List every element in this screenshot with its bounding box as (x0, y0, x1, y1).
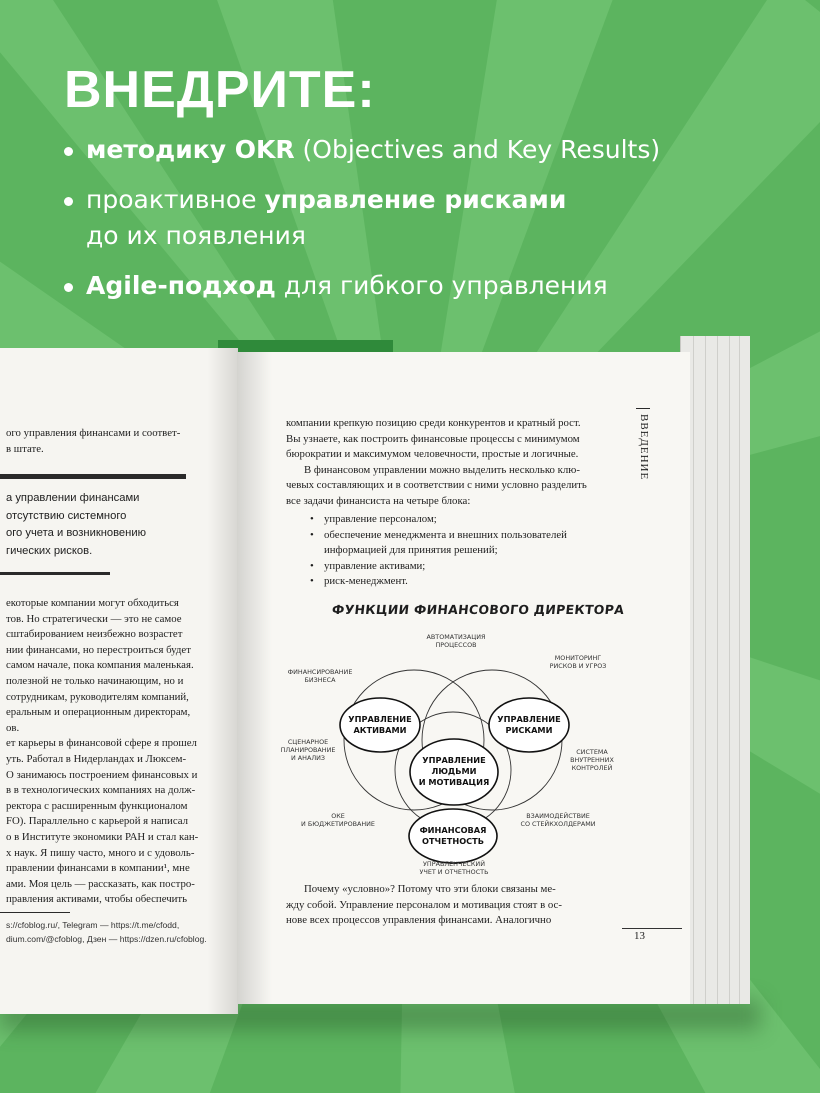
footnote-line: dium.com/@cfoblog, Дзен — https://dzen.ru/cfoblog. (6, 934, 207, 944)
circle-label-reporting-2: ОТЧЕТНОСТЬ (422, 836, 484, 846)
bullet-risk-line2: до их появления (86, 221, 306, 250)
left-page-callout (6, 490, 146, 560)
text-line: О занимаюсь построением финансовых и (6, 768, 198, 781)
text-line: ами. Моя цель — рассказать, как постро- (6, 877, 195, 890)
outer-label-okr-2: И БЮДЖЕТИРОВАНИЕ (301, 820, 375, 828)
outer-label-scenario-2: ПЛАНИРОВАНИЕ (280, 746, 336, 754)
callout-bottom-rule (0, 572, 110, 575)
outer-label-management-accounting: УПРАВЛЕНЧЕСКИЙ (423, 860, 485, 868)
outer-label-stakeholders-2: СО СТЕЙКХОЛДЕРАМИ (520, 820, 596, 828)
text-line: сштабированием неизбежно возрастет (6, 628, 183, 641)
right-page-list (310, 512, 567, 590)
callout-line: а управлении финансами (6, 492, 140, 504)
text-line: екоторые компании могут обходиться (6, 597, 179, 609)
outer-label-controls-3: КОНТРОЛЕЙ (571, 764, 613, 772)
right-page-outro (286, 882, 616, 929)
outer-label-controls-2: ВНУТРЕННИХ (570, 756, 614, 764)
outer-label-stakeholders: ВЗАИМОДЕЙСТВИЕ (526, 812, 590, 820)
text-line: полезной не только начинающим, но и (6, 674, 184, 687)
left-page-body (6, 596, 198, 908)
circle-label-assets: УПРАВЛЕНИЕ (348, 714, 412, 724)
text-line: чевых составляющих и в соответствии с ними условно разделить (286, 479, 587, 492)
text-line: правлении финансами в компании¹, мне (6, 862, 190, 875)
circle-label-people: УПРАВЛЕНИЕ (422, 755, 486, 765)
text-line: ет карьеры в финансовой сфере я прошел (6, 737, 197, 750)
callout-top-rule (0, 474, 186, 479)
outer-label-okr: ОКЕ (331, 812, 345, 820)
circle-label-reporting: ФИНАНСОВАЯ (419, 825, 487, 835)
text-line: бюрократии и максимумом человечности, простые и логичные. (286, 448, 579, 461)
text-line: В финансовом управлении можно выделить несколько клю- (304, 463, 580, 476)
text-line: тов. Но стратегически — это не самое (6, 612, 182, 625)
text-line: сотрудникам, руководителям компаний, (6, 690, 189, 703)
left-page-top-text (6, 426, 180, 457)
text-line: FO). Параллельно с карьерой я написал (6, 815, 189, 828)
outer-label-financing: ФИНАНСИРОВАНИЕ (287, 668, 353, 676)
text-line: жду собой. Управление персоналом и мотивация стоят в ос- (286, 898, 562, 911)
text-line: в в технологических компаниях на долж- (6, 784, 196, 797)
list-item: • управление активами; (310, 559, 567, 575)
section-title-rule (636, 408, 650, 409)
text-line: о в Институте экономики РАН и стал кан- (6, 830, 199, 843)
text-line: ов. (6, 721, 20, 734)
text-line: ого управления финансами и соответ- (6, 427, 181, 439)
circle-label-people-3: И МОТИВАЦИЯ (418, 777, 490, 787)
outer-label-management-accounting-2: УЧЕТ И ОТЧЕТНОСТЬ (419, 868, 489, 876)
headline: ВНЕДРИТЕ: (64, 61, 376, 119)
text-line: Почему «условно»? Потому что эти блоки связаны ме- (304, 883, 556, 895)
circle-label-assets-2: АКТИВАМИ (353, 725, 407, 735)
bullet-okr (62, 132, 802, 168)
text-line: все задачи финансиста на четыре блока: (286, 494, 471, 507)
venn-diagram (280, 632, 616, 876)
text-line: уть. Работал в Нидерландах и Люксем- (6, 752, 187, 765)
outer-label-financing-2: БИЗНЕСА (304, 676, 336, 684)
callout-line: ого учета и возникновению (6, 527, 146, 539)
bullet-risk-management (62, 182, 802, 254)
bullet-risk-bold: управление рисками (264, 185, 567, 214)
page-number-rule (622, 928, 682, 929)
text-line: в штате. (6, 442, 44, 455)
footnote-line: s://cfoblog.ru/, Telegram — https://t.me/cfodd, (6, 920, 180, 930)
page-number: 13 (634, 930, 645, 942)
bullet-agile (62, 268, 802, 304)
bullet-okr-rest: (Objectives and Key Results) (294, 135, 661, 164)
outer-label-monitoring: МОНИТОРИНГ (554, 654, 602, 662)
section-title-vertical: ВВЕДЕНИЕ (638, 414, 650, 481)
text-line: Вы узнаете, как построить финансовые процессы с минимумом (286, 432, 580, 445)
outer-label-automation: АВТОМАТИЗАЦИЯ (426, 633, 486, 641)
circle-label-risks-2: РИСКАМИ (505, 725, 553, 735)
list-item-continuation: информацией для принятия решений; (324, 544, 498, 557)
bullet-agile-rest: для гибкого управления (275, 271, 608, 300)
bullet-agile-bold: Agile-подход (86, 271, 276, 300)
text-line: х наук. Я пишу часто, много и с удоволь- (6, 846, 195, 859)
diagram-title: ФУНКЦИИ ФИНАНСОВОГО ДИРЕКТОРА (331, 602, 625, 617)
text-line: нии финансами, но перестроиться будет (6, 643, 191, 656)
outer-label-monitoring-2: РИСКОВ И УГРОЗ (549, 662, 607, 670)
circle-label-risks: УПРАВЛЕНИЕ (497, 714, 561, 724)
text-line: правления активами, чтобы обеспечить (6, 893, 188, 906)
book-right-page (238, 352, 690, 1004)
outer-label-scenario: СЦЕНАРНОЕ (287, 738, 329, 746)
text-line: самом начале, пока компания маленькая. (6, 659, 194, 672)
bullet-okr-bold: методику OKR (86, 135, 295, 164)
callout-line: гических рисков. (6, 544, 93, 557)
text-line: ректора с расширенным функционалом (6, 799, 188, 812)
bullet-risk-pre: проактивное (86, 185, 265, 214)
list-item: • управление персоналом; (310, 512, 567, 528)
text-line: нове всех процессов управления финансами. Аналогично (286, 914, 552, 927)
text-line: еральным и операционным директорам, (6, 706, 191, 719)
feature-bullet-list (62, 132, 802, 318)
callout-line: отсутствию системного (6, 509, 127, 522)
text-line: компании крепкую позицию среди конкурентов и кратный рост. (286, 417, 581, 429)
circle-label-people-2: ЛЮДЬМИ (431, 766, 477, 776)
right-page-intro (286, 416, 616, 510)
footnote-rule (0, 912, 70, 913)
book-left-page (0, 348, 238, 1014)
outer-label-automation-2: ПРОЦЕССОВ (435, 641, 477, 649)
list-item: • риск-менеджмент. (310, 574, 567, 590)
outer-label-controls: СИСТЕМА (576, 748, 608, 756)
book-page-stack (680, 336, 750, 1004)
outer-label-scenario-3: И АНАЛИЗ (290, 754, 326, 762)
list-item: • обеспечение менеджмента и внешних пользователей (310, 528, 567, 544)
